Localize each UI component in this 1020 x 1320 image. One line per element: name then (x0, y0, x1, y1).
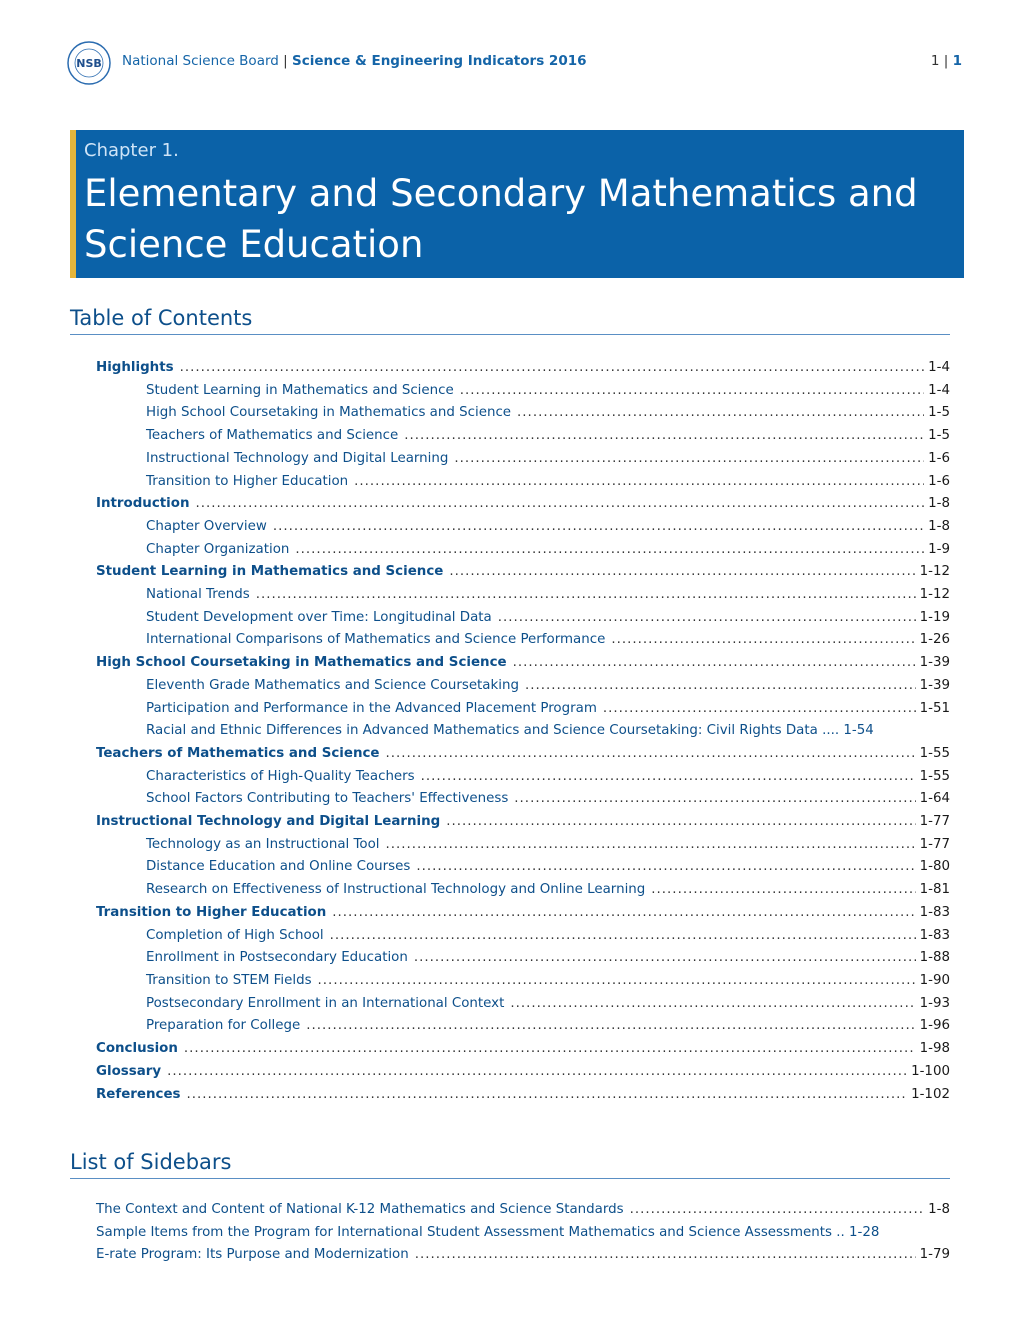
sidebar-entry[interactable] (96, 1244, 950, 1267)
page-num-separator: | (943, 53, 949, 69)
toc-entry[interactable] (96, 970, 950, 993)
toc-entry-page: 1-83 (919, 904, 950, 920)
nsf-logo-icon (66, 40, 112, 86)
toc-leader (414, 947, 916, 970)
header-separator: | (283, 53, 288, 69)
toc-entry-page: 1-96 (919, 1018, 950, 1034)
toc-entry-page: 1-12 (919, 587, 950, 603)
toc-leader (517, 402, 924, 425)
toc-entry-page: 1-80 (919, 859, 950, 875)
toc-entry-label[interactable]: References (96, 1086, 181, 1102)
toc-entry[interactable] (96, 925, 950, 948)
toc-leader (196, 493, 925, 516)
toc-leader (421, 766, 916, 789)
toc-leader (256, 584, 916, 607)
toc-entry-page: 1-55 (919, 745, 950, 761)
toc-leader (525, 675, 916, 698)
header-title (122, 53, 587, 69)
toc-entry-label[interactable]: Chapter Organization (146, 541, 290, 557)
toc-entry[interactable] (96, 834, 950, 857)
toc-leader (651, 879, 915, 902)
sidebars-heading: List of Sidebars (70, 1150, 950, 1179)
toc-entry-page: 1-4 (928, 360, 950, 375)
toc-entry-page: 1-64 (919, 791, 950, 807)
toc-leader (318, 970, 916, 993)
toc-leader (184, 1038, 916, 1061)
toc-entry-label[interactable]: Chapter Overview (146, 518, 267, 534)
toc-entry-label[interactable]: School Factors Contributing to Teachers' Effectiveness (146, 791, 509, 807)
toc-leader (611, 629, 915, 652)
sidebar-entry[interactable] (96, 1222, 950, 1245)
toc-leader (446, 811, 915, 834)
toc-entry-label[interactable]: Completion of High School (146, 927, 324, 943)
toc-entry[interactable] (96, 743, 950, 766)
page-chapter-num: 1 (930, 53, 940, 69)
toc-entry-page: 1-19 (919, 609, 950, 625)
toc-entry[interactable] (96, 675, 950, 698)
toc-entry-page: 1-102 (911, 1086, 950, 1102)
toc-entry-page: 1-51 (919, 700, 950, 716)
toc-leader (514, 788, 915, 811)
toc-entry-page: 1-6 (928, 473, 950, 489)
toc-entry-page: 1-5 (928, 405, 950, 421)
table-of-contents (96, 357, 950, 1106)
toc-entry-label[interactable]: Racial and Ethnic Differences in Advanced Mathematics and Science Coursetaking: Civil Rights Data .... 1-54 (146, 723, 874, 739)
toc-entry-page: 1-83 (919, 927, 950, 943)
toc-entry[interactable] (96, 584, 950, 607)
toc-entry-page: 1-77 (919, 836, 950, 852)
toc-entry-label[interactable]: High School Coursetaking in Mathematics and Science (96, 655, 507, 671)
toc-entry[interactable] (96, 1015, 950, 1038)
toc-entry[interactable] (96, 947, 950, 970)
toc-entry-label[interactable]: International Comparisons of Mathematics and Science Performance (146, 632, 606, 648)
chapter-banner (70, 130, 964, 278)
header-report: Science & Engineering Indicators 2016 (292, 53, 587, 69)
toc-entry[interactable] (96, 493, 950, 516)
toc-leader (386, 834, 916, 857)
sidebar-entry-page: 1-79 (919, 1247, 950, 1263)
toc-leader (273, 516, 924, 539)
list-of-sidebars (96, 1199, 950, 1267)
sidebar-entry-page: 1-8 (928, 1202, 950, 1217)
toc-leader (510, 993, 915, 1016)
toc-entry[interactable] (96, 993, 950, 1016)
toc-entry-page: 1-90 (919, 972, 950, 988)
chapter-title: Elementary and Secondary Mathematics and Science Education (84, 172, 918, 266)
toc-entry[interactable] (96, 539, 950, 562)
toc-entry[interactable] (96, 1038, 950, 1061)
toc-leader (460, 380, 924, 403)
toc-entry-label[interactable]: Student Learning in Mathematics and Science (96, 564, 444, 580)
toc-entry-label[interactable]: Postsecondary Enrollment in an International Context (146, 995, 505, 1011)
toc-entry[interactable] (96, 788, 950, 811)
toc-entry[interactable] (96, 607, 950, 630)
toc-entry-label[interactable]: Technology as an Instructional Tool (146, 836, 380, 852)
toc-leader (167, 1061, 907, 1084)
toc-entry-label[interactable]: Distance Education and Online Courses (146, 859, 411, 875)
toc-leader (449, 561, 915, 584)
toc-entry-label[interactable]: Instructional Technology and Digital Learning (96, 814, 441, 830)
toc-entry[interactable] (96, 516, 950, 539)
toc-entry-label[interactable]: National Trends (146, 587, 250, 603)
toc-leader (386, 743, 916, 766)
toc-entry-label[interactable]: Transition to STEM Fields (146, 972, 312, 988)
chapter-label: Chapter 1. (84, 140, 179, 161)
toc-leader (332, 902, 915, 925)
toc-entry-page: 1-5 (928, 428, 950, 444)
toc-entry[interactable] (96, 856, 950, 879)
toc-entry-page: 1-77 (919, 814, 950, 830)
toc-entry-label[interactable]: Characteristics of High-Quality Teachers (146, 768, 415, 784)
toc-entry-label[interactable]: Preparation for College (146, 1018, 301, 1034)
toc-leader (187, 1084, 908, 1107)
toc-entry-page: 1-39 (919, 677, 950, 693)
toc-entry[interactable] (96, 652, 950, 675)
toc-entry-page: 1-9 (928, 541, 950, 557)
toc-entry-label[interactable]: Student Development over Time: Longitudinal Data (146, 609, 492, 625)
toc-entry[interactable] (96, 629, 950, 652)
sidebar-leader (630, 1199, 925, 1222)
toc-entry-page: 1-93 (919, 995, 950, 1011)
toc-entry[interactable] (96, 1061, 950, 1084)
toc-entry[interactable] (96, 425, 950, 448)
page-number (931, 53, 962, 69)
toc-entry-page: 1-98 (919, 1041, 950, 1057)
sidebar-leader (415, 1244, 916, 1267)
toc-entry-label[interactable]: Teachers of Mathematics and Science (146, 428, 399, 444)
toc-entry-page: 1-6 (928, 450, 950, 466)
toc-heading: Table of Contents (70, 306, 950, 335)
toc-entry[interactable] (96, 380, 950, 403)
toc-entry-page: 1-8 (928, 518, 950, 534)
toc-entry[interactable] (96, 1084, 950, 1107)
toc-leader (603, 698, 916, 721)
toc-entry-page: 1-12 (919, 564, 950, 580)
toc-entry-label[interactable]: Conclusion (96, 1041, 178, 1057)
toc-entry[interactable] (96, 471, 950, 494)
toc-leader (513, 652, 916, 675)
sidebar-entry-label[interactable]: E-rate Program: Its Purpose and Modernization (96, 1247, 409, 1263)
toc-leader (306, 1015, 915, 1038)
page-num-value: 1 (952, 53, 962, 69)
toc-entry-label[interactable]: Highlights (96, 360, 174, 375)
toc-entry-label[interactable]: Instructional Technology and Digital Learning (146, 450, 449, 466)
toc-entry[interactable] (96, 698, 950, 721)
toc-entry-label[interactable]: Glossary (96, 1063, 162, 1079)
toc-entry[interactable] (96, 879, 950, 902)
toc-entry[interactable] (96, 357, 950, 380)
toc-leader (454, 448, 924, 471)
toc-entry-page: 1-88 (919, 950, 950, 966)
svg-text:NSB: NSB (76, 57, 102, 70)
toc-entry-label[interactable]: Teachers of Mathematics and Science (96, 745, 380, 761)
toc-entry[interactable] (96, 402, 950, 425)
toc-entry-page: 1-81 (919, 882, 950, 898)
toc-entry-page: 1-26 (919, 632, 950, 648)
toc-entry-label[interactable]: Participation and Performance in the Advanced Placement Program (146, 700, 597, 716)
toc-entry-label[interactable]: High School Coursetaking in Mathematics and Science (146, 405, 512, 421)
toc-leader (354, 471, 924, 494)
sidebar-entry-label[interactable]: The Context and Content of National K-12 Mathematics and Science Standards (96, 1202, 624, 1217)
sidebar-entry-label[interactable]: Sample Items from the Program for International Student Assessment Mathematics and Science Assessments .. 1-28 (96, 1224, 880, 1240)
toc-leader (416, 856, 915, 879)
toc-entry-label[interactable]: Transition to Higher Education (96, 904, 327, 920)
toc-entry-page: 1-100 (911, 1063, 950, 1079)
toc-entry[interactable] (96, 766, 950, 789)
toc-leader (330, 925, 916, 948)
toc-entry[interactable] (96, 902, 950, 925)
toc-entry[interactable] (96, 720, 950, 743)
toc-entry-label[interactable]: Introduction (96, 496, 190, 512)
toc-entry[interactable] (96, 448, 950, 471)
toc-entry-label[interactable]: Research on Effectiveness of Instructional Technology and Online Learning (146, 882, 646, 898)
toc-leader (180, 357, 925, 380)
toc-entry-label[interactable]: Transition to Higher Education (146, 473, 349, 489)
toc-entry-label[interactable]: Enrollment in Postsecondary Education (146, 950, 408, 966)
toc-entry[interactable] (96, 561, 950, 584)
toc-entry-label[interactable]: Eleventh Grade Mathematics and Science Coursetaking (146, 677, 519, 693)
toc-entry-page: 1-8 (928, 496, 950, 512)
toc-entry-page: 1-4 (928, 382, 950, 398)
toc-entry-label[interactable]: Student Learning in Mathematics and Science (146, 382, 454, 398)
page-header (66, 38, 966, 88)
toc-leader (498, 607, 916, 630)
toc-entry[interactable] (96, 811, 950, 834)
toc-entry-page: 1-55 (919, 768, 950, 784)
toc-entry-page: 1-39 (919, 655, 950, 671)
toc-leader (295, 539, 924, 562)
sidebar-entry[interactable] (96, 1199, 950, 1222)
toc-leader (404, 425, 924, 448)
header-org: National Science Board (122, 53, 279, 69)
